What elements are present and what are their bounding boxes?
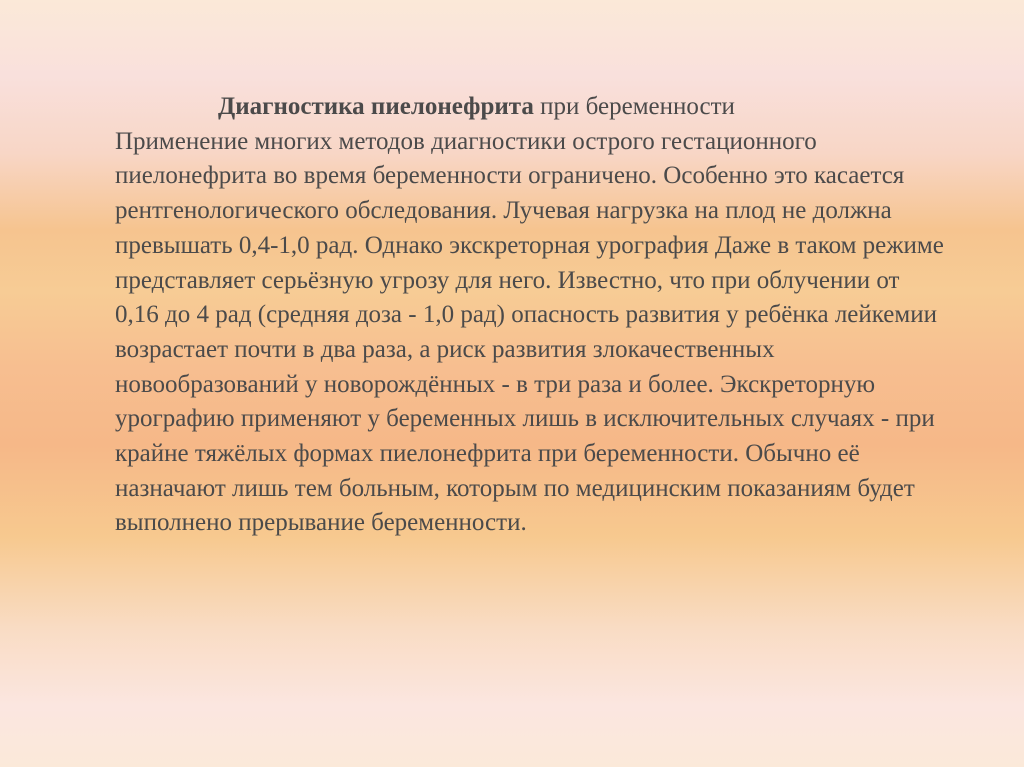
slide-heading-rest: при беременности xyxy=(533,93,735,120)
slide-text-block xyxy=(115,90,945,541)
slide-body-paragraph: Применение многих методов диагностики острого гестационного пиелонефрита во время беременности ограничено. Особенно это касается рентгенологического обследования. Лучевая нагрузка на плод не должна превышать 0,4-1,0 рад. Однако экскреторная урография Даже в таком режиме представляет серьёзную угрозу для него. Известно, что при облучении от 0,16 до 4 рад (средняя доза - 1,0 рад) опасность развития у ребёнка лейкемии возрастает почти в два раза, а риск развития злокачественных новообразований у новорождённых - в три раза и более. Экскреторную урографию применяют у беременных лишь в исключительных случаях - при крайне тяжёлых формах пиелонефрита при беременности. Обычно её назначают лишь тем больным, которым по медицинским показаниям будет выполнено прерывание беременности. xyxy=(115,127,944,537)
slide-heading-bold: Диагностика пиелонефрита xyxy=(218,93,534,120)
slide-heading xyxy=(115,90,945,125)
